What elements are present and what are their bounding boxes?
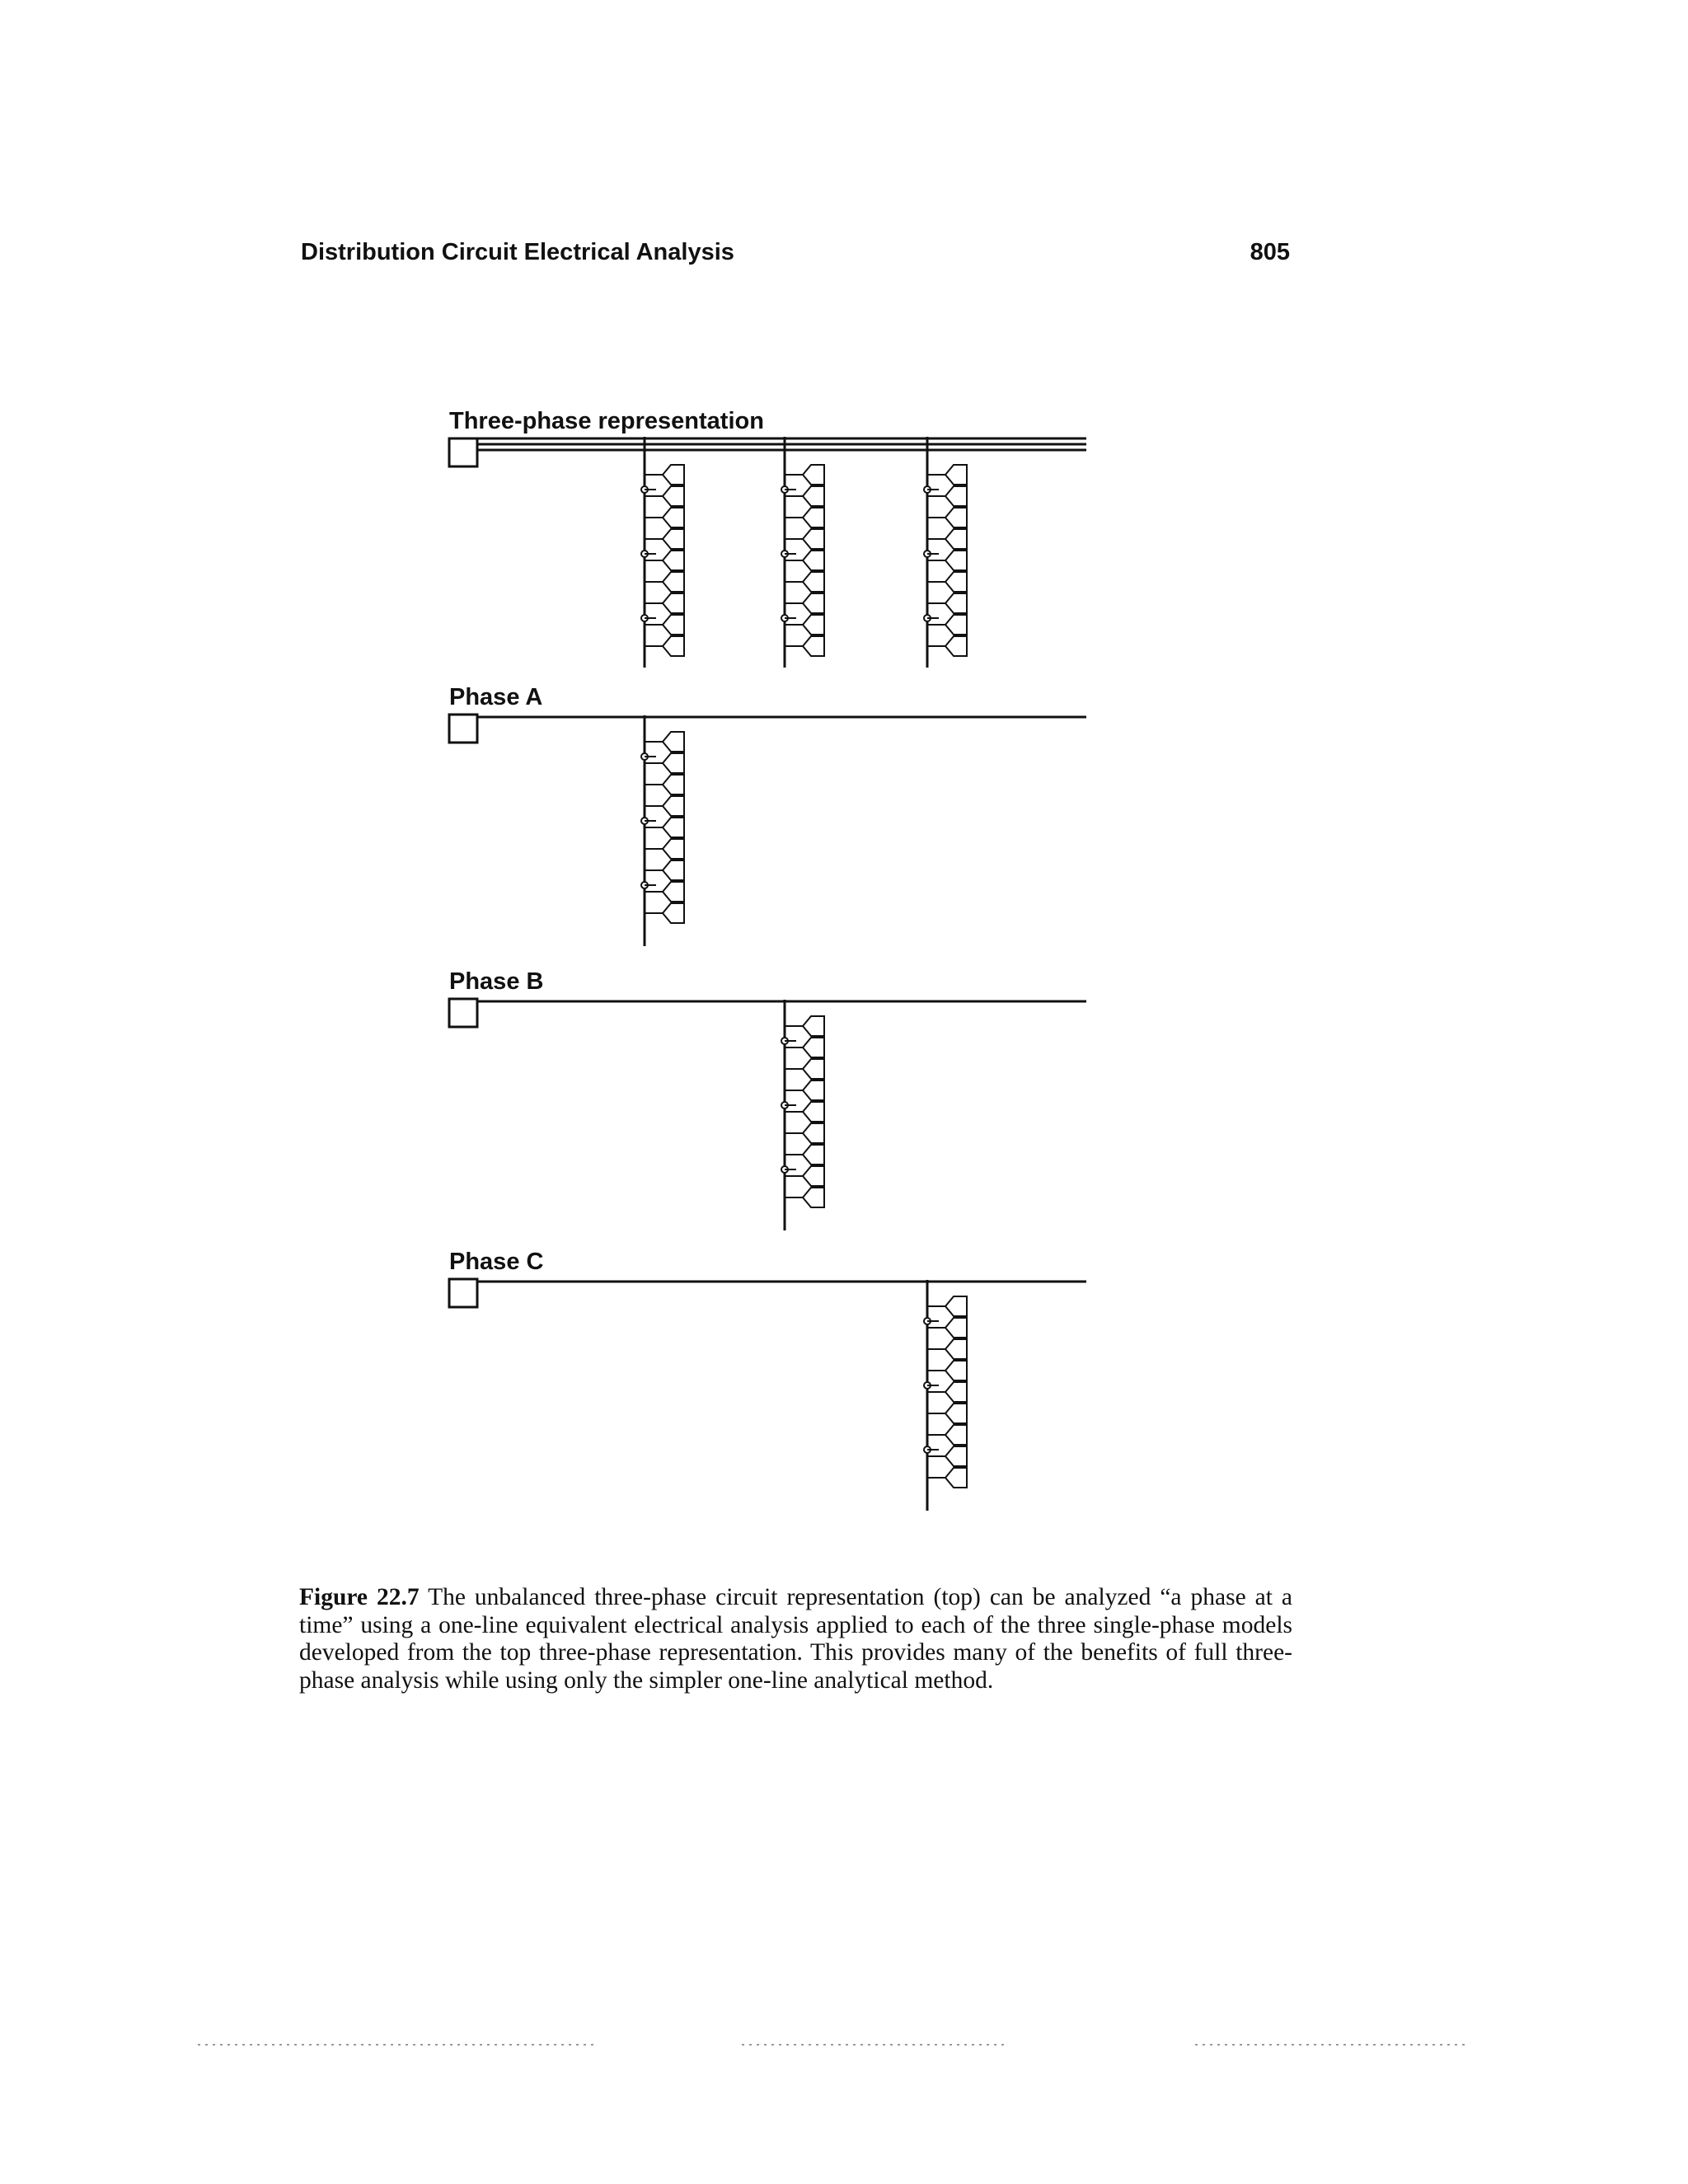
figure-caption-text: The unbalanced three-phase circuit representation (top) can be analyzed “a phase at a time” using a one-line equivalent electrical analysis applied to each of the three single-phase models developed from the top three-phase representation. This provides many of the benefits of full three-phase analysis while using only the simpler one-line analytical method.: [299, 1584, 1292, 1694]
substation-box: [449, 715, 477, 743]
load-house-icon: [803, 1038, 824, 1057]
load-house-icon: [803, 1123, 824, 1143]
load-house-icon: [663, 508, 684, 527]
load-house-icon: [945, 1468, 967, 1488]
lateral-0: [641, 715, 684, 946]
load-house-icon: [803, 1102, 824, 1122]
load-house-icon: [803, 1145, 824, 1165]
load-house-icon: [663, 796, 684, 816]
load-house-icon: [663, 818, 684, 837]
panel-3: [449, 1249, 1086, 1511]
load-house-icon: [803, 1080, 824, 1100]
running-head-title: Distribution Circuit Electrical Analysis: [301, 239, 734, 265]
load-house-icon: [803, 1188, 824, 1207]
panel-label: Phase A: [449, 684, 543, 710]
panel-1: [449, 684, 1086, 946]
load-house-icon: [803, 508, 824, 527]
panel-label: Three-phase representation: [449, 408, 764, 434]
load-house-icon: [803, 636, 824, 656]
load-house-icon: [945, 615, 967, 635]
load-house-icon: [803, 1016, 824, 1036]
load-house-icon: [945, 1404, 967, 1423]
panel-label: Phase C: [449, 1249, 544, 1275]
load-house-icon: [945, 636, 967, 656]
page-number: 805: [1250, 239, 1290, 265]
lateral-1: [781, 1000, 824, 1230]
load-house-icon: [945, 1446, 967, 1466]
load-house-icon: [663, 551, 684, 570]
scan-artifact-middle: [742, 2044, 1006, 2046]
load-house-icon: [663, 486, 684, 506]
load-house-icon: [663, 615, 684, 635]
load-house-icon: [803, 1059, 824, 1079]
load-house-icon: [663, 753, 684, 773]
load-house-icon: [663, 529, 684, 549]
load-house-icon: [803, 465, 824, 485]
load-house-icon: [663, 839, 684, 859]
load-house-icon: [945, 1318, 967, 1338]
load-house-icon: [663, 903, 684, 923]
load-house-icon: [945, 529, 967, 549]
lateral-2: [924, 1280, 967, 1511]
panel-2: [449, 968, 1086, 1230]
load-house-icon: [663, 636, 684, 656]
load-house-icon: [663, 775, 684, 794]
load-house-icon: [945, 486, 967, 506]
load-house-icon: [803, 551, 824, 570]
load-house-icon: [803, 1166, 824, 1186]
lateral-2: [924, 437, 967, 668]
load-house-icon: [945, 593, 967, 613]
panel-label: Phase B: [449, 968, 544, 995]
scan-artifact-right: [1195, 2044, 1467, 2046]
load-house-icon: [945, 1425, 967, 1445]
substation-box: [449, 999, 477, 1027]
lateral-0: [641, 437, 684, 668]
scan-artifact-left: [198, 2044, 593, 2046]
load-house-icon: [663, 593, 684, 613]
substation-box: [449, 438, 477, 466]
load-house-icon: [663, 860, 684, 880]
load-house-icon: [803, 572, 824, 592]
substation-box: [449, 1279, 477, 1307]
load-house-icon: [663, 572, 684, 592]
lateral-1: [781, 437, 824, 668]
load-house-icon: [803, 593, 824, 613]
panel-0: [449, 408, 1086, 668]
load-house-icon: [945, 1361, 967, 1380]
load-house-icon: [803, 486, 824, 506]
load-house-icon: [945, 1296, 967, 1316]
load-house-icon: [945, 508, 967, 527]
load-house-icon: [945, 572, 967, 592]
load-house-icon: [803, 615, 824, 635]
figure-panels: [449, 408, 1086, 1511]
load-house-icon: [945, 1382, 967, 1402]
load-house-icon: [663, 882, 684, 902]
load-house-icon: [803, 529, 824, 549]
figure-caption: [299, 1584, 1292, 1694]
load-house-icon: [945, 465, 967, 485]
load-house-icon: [945, 1339, 967, 1359]
load-house-icon: [663, 465, 684, 485]
load-house-icon: [945, 551, 967, 570]
figure-caption-label: Figure 22.7: [299, 1584, 420, 1610]
load-house-icon: [663, 732, 684, 752]
